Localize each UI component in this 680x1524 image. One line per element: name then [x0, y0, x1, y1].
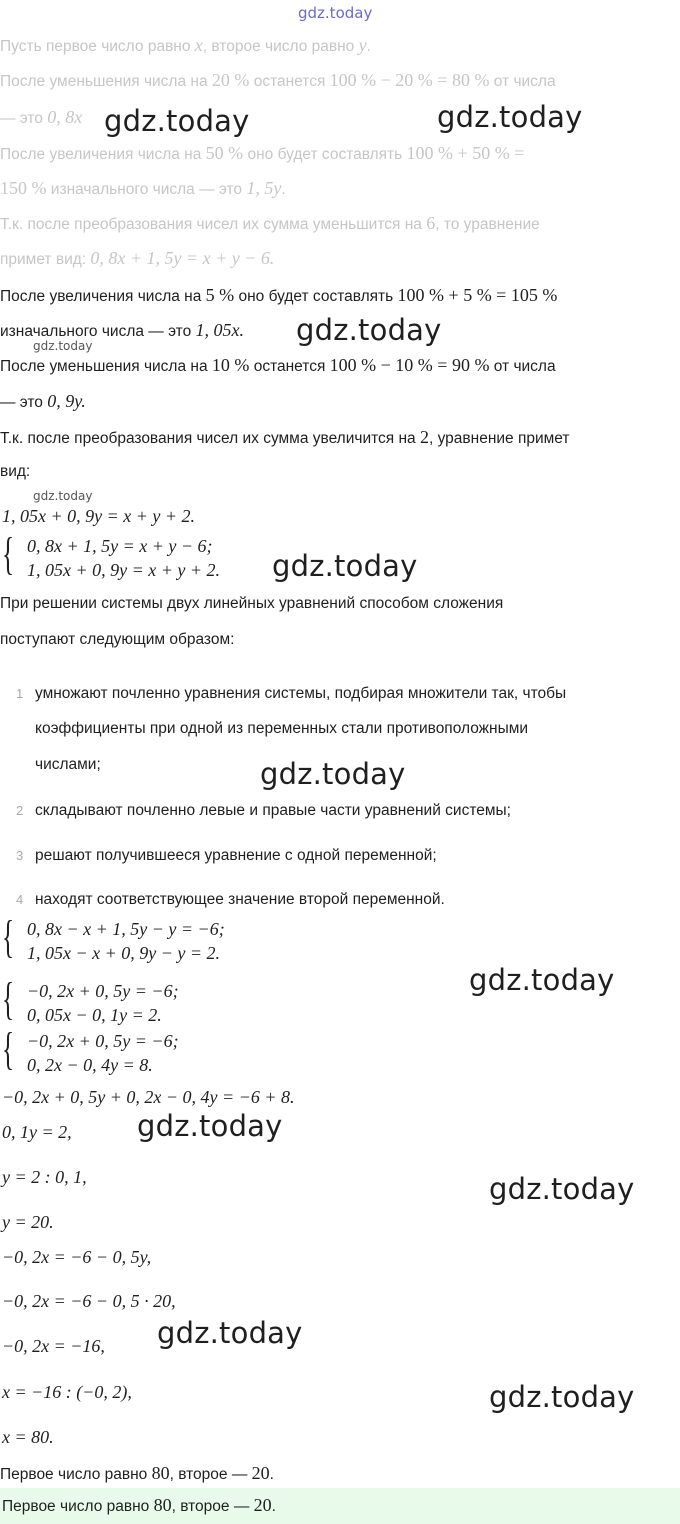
answer-line: [0, 1462, 274, 1486]
math: 50 %: [205, 143, 244, 163]
watermark: gdz.today: [104, 104, 250, 138]
system-row: 1, 05x + 0, 9y = x + y + 2.: [27, 560, 221, 580]
line-15: поступают следующим образом:: [0, 631, 235, 648]
watermark-top: gdz.today: [298, 4, 373, 22]
text: , второе —: [171, 1498, 254, 1515]
equation-7: −0, 2x = −6 − 0, 5 · 20,: [2, 1291, 176, 1311]
math: 80: [151, 1463, 170, 1483]
text: .: [366, 38, 371, 55]
math: 1, 05x.: [195, 320, 245, 340]
text: После увеличения числа на: [0, 146, 206, 163]
text: После уменьшения числа на: [0, 358, 212, 375]
equation-3: 0, 1y = 2,: [2, 1122, 72, 1142]
line-11: [0, 390, 86, 414]
text: примет вид:: [0, 251, 91, 268]
step-2-line-1: складывают почленно левые и правые части уравнений системы;: [35, 802, 511, 819]
math: 0, 9y.: [47, 391, 86, 411]
brace-icon: {: [2, 911, 15, 962]
step-1-line-3: числами;: [35, 756, 101, 773]
text: — это: [0, 394, 48, 411]
system-row: 0, 05x − 0, 1y = 2.: [27, 1005, 162, 1025]
math: 20: [251, 1463, 270, 1483]
equation-2: −0, 2x + 0, 5y + 0, 2x − 0, 4y = −6 + 8.: [2, 1087, 295, 1107]
equation-1: 1, 05x + 0, 9y = x + y + 2.: [2, 506, 196, 526]
faded-line-4: [0, 142, 524, 166]
system-row: 0, 8x + 1, 5y = x + y − 6;: [27, 536, 213, 556]
text: оно будет составлять: [243, 146, 407, 163]
text: изначального числа — это: [46, 181, 247, 198]
line-12: [0, 426, 570, 450]
watermark: gdz.today: [437, 100, 583, 134]
watermark: gdz.today: [489, 1380, 635, 1414]
math: 6: [426, 213, 436, 233]
watermark: gdz.today: [296, 313, 442, 347]
brace-icon: {: [2, 973, 15, 1024]
text: , второе число равно: [202, 38, 359, 55]
brace-icon: {: [2, 1023, 15, 1074]
faded-line-5: [0, 177, 286, 201]
equation-10: x = 80.: [2, 1427, 54, 1447]
watermark: gdz.today: [489, 1172, 635, 1206]
text: Т.к. после преобразования чисел их сумма уменьшится на: [0, 216, 427, 233]
text: .: [271, 1498, 276, 1515]
math: 80: [153, 1495, 172, 1515]
equation-4: y = 2 : 0, 1,: [2, 1167, 87, 1187]
text: , то уравнение: [435, 216, 540, 233]
watermark: gdz.today: [157, 1316, 303, 1350]
watermark: gdz.today: [260, 757, 406, 791]
answer-box: [0, 1488, 680, 1524]
faded-line-2: [0, 69, 556, 93]
watermark: gdz.today: [137, 1109, 283, 1143]
system-row: 1, 05x − x + 0, 9y − y = 2.: [27, 943, 221, 963]
system-row: 0, 2x − 0, 4y = 8.: [27, 1055, 153, 1075]
watermark-small: gdz.today: [33, 339, 93, 353]
text: , второе —: [169, 1466, 252, 1483]
text: останется: [249, 358, 330, 375]
text: .: [281, 181, 286, 198]
text: изначального числа — это: [0, 323, 196, 340]
equation-8: −0, 2x = −16,: [2, 1336, 105, 1356]
step-3-line-1: решают получившееся уравнение с одной переменной;: [35, 847, 437, 864]
step-4-line-1: находят соответствующее значение второй переменной.: [35, 891, 445, 908]
faded-line-1: [0, 34, 371, 58]
text: .: [269, 1466, 274, 1483]
line-13: вид:: [0, 463, 31, 480]
math: 2: [419, 427, 429, 447]
system-row: −0, 2x + 0, 5y = −6;: [27, 981, 179, 1001]
watermark: gdz.today: [272, 549, 418, 583]
text: После уменьшения числа на: [0, 73, 212, 90]
equation-5: y = 20.: [2, 1212, 54, 1232]
step-number: 4: [16, 892, 24, 907]
faded-line-7: [0, 247, 274, 271]
step-number: 2: [16, 803, 24, 818]
line-10: [0, 354, 556, 378]
answer-text: [2, 1494, 276, 1518]
step-number: 1: [16, 686, 24, 701]
brace-icon: {: [2, 528, 15, 579]
text: от числа: [489, 358, 556, 375]
math: 20 %: [211, 70, 250, 90]
text: — это: [0, 110, 48, 127]
watermark: gdz.today: [469, 963, 615, 997]
math: 1, 5y: [246, 178, 282, 198]
watermark-small: gdz.today: [33, 489, 93, 503]
text: Т.к. после преобразования чисел их сумма увеличится на: [0, 430, 420, 447]
equation-9: x = −16 : (−0, 2),: [2, 1382, 132, 1402]
math: 10 %: [211, 355, 250, 375]
system-row: −0, 2x + 0, 5y = −6;: [27, 1031, 179, 1051]
math: 20: [253, 1495, 272, 1515]
math: y: [358, 35, 367, 55]
text: Первое число равно: [0, 1466, 152, 1483]
step-1-line-2: коэффициенты при одной из переменных стали противоположными: [35, 720, 529, 737]
system-row: 0, 8x − x + 1, 5y − y = −6;: [27, 919, 225, 939]
math: 5 %: [205, 285, 235, 305]
math: 0, 8x + 1, 5y = x + y − 6.: [90, 248, 275, 268]
text: После увеличения числа на: [0, 288, 206, 305]
text: останется: [249, 73, 330, 90]
math: 0, 8x: [47, 107, 83, 127]
math: 100 % + 5 % = 105 %: [397, 285, 558, 305]
text: Первое число равно: [2, 1498, 154, 1515]
text: , уравнение примет: [428, 430, 570, 447]
math: 100 % − 20 % = 80 %: [329, 70, 490, 90]
math: 100 % + 50 % =: [406, 143, 525, 163]
text: от числа: [489, 73, 556, 90]
math: 100 % − 10 % = 90 %: [329, 355, 490, 375]
math: x: [194, 35, 203, 55]
step-1-line-1: умножают почленно уравнения системы, подбирая множители так, чтобы: [35, 685, 567, 702]
text: Пусть первое число равно: [0, 38, 195, 55]
math: 150 %: [0, 178, 47, 198]
line-8: [0, 284, 557, 308]
step-number: 3: [16, 848, 24, 863]
line-14: При решении системы двух линейных уравнений способом сложения: [0, 595, 504, 612]
equation-6: −0, 2x = −6 − 0, 5y,: [2, 1247, 152, 1267]
text: оно будет составлять: [234, 288, 398, 305]
faded-line-6: [0, 212, 540, 236]
faded-line-3: [0, 106, 82, 130]
